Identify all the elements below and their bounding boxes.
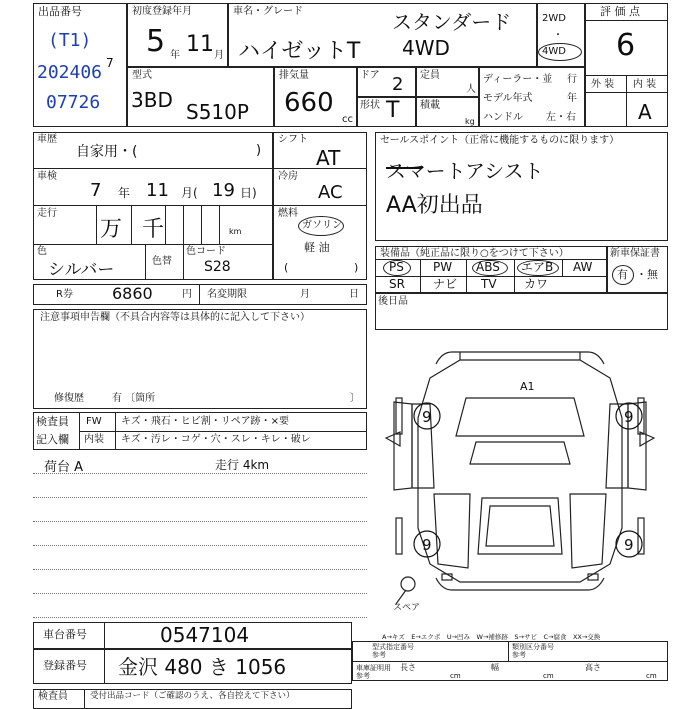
after-install-box <box>375 293 668 330</box>
lot-label: 出品番号 <box>38 5 82 18</box>
first-reg-year-unit: 年 <box>170 50 180 61</box>
history-divider-3 <box>33 244 273 245</box>
equip-leather: カワ <box>524 277 549 291</box>
after-install-label: 後日品 <box>378 296 408 307</box>
sales-label: セールスポイント（正常に機能するものに限ります） <box>380 135 620 146</box>
door-label: ドア <box>360 70 380 81</box>
equip-abs: ABS <box>476 260 500 274</box>
note-line-1 <box>33 473 367 474</box>
shaken-year: 7 <box>90 180 102 201</box>
shift-value: AT <box>316 146 341 170</box>
handle-end: 左・右 <box>546 112 576 123</box>
drive-4wd: 4WD <box>542 46 566 57</box>
equip-airbag: エアB <box>521 260 554 274</box>
deadline-day: 日 <box>349 289 359 300</box>
legend-type: 型式指定番号 参考 <box>372 643 414 659</box>
disp-unit: cc <box>342 114 353 125</box>
chassis-value: 0547104 <box>160 623 250 647</box>
capacity-label: 定員 <box>420 70 440 81</box>
width-label: 幅 <box>491 663 499 672</box>
note-line-5 <box>33 569 367 570</box>
int-label: 内 装 <box>633 79 657 90</box>
equip-airbag-circle <box>517 260 559 276</box>
dealer-label: ディーラー・並 <box>483 74 553 85</box>
grade-value: 6 <box>616 28 636 63</box>
footer-text: 受付出品コード（ご確認のうえ、各自控えて下さい） <box>90 691 295 701</box>
equip-col-4 <box>562 259 563 276</box>
shaken-year-unit: 年 <box>118 186 131 200</box>
grade-label: 評 価 点 <box>600 5 640 18</box>
legend-row <box>352 661 668 662</box>
car-name: ハイゼットT <box>238 39 361 64</box>
aircon-label: 冷房 <box>278 171 298 182</box>
note-line-2 <box>33 497 367 498</box>
car-drive: 4WD <box>402 36 450 60</box>
note-line-3 <box>33 521 367 522</box>
car-grade: スタンダード <box>392 10 512 34</box>
warranty-no: 無 <box>647 268 658 281</box>
shift-label: シフト <box>278 134 308 145</box>
equip-navi: ナビ <box>433 277 458 291</box>
footer-divider <box>84 689 85 709</box>
door-value: 2 <box>392 74 404 95</box>
height-unit: cm <box>646 672 657 680</box>
color-divider-1 <box>145 244 146 280</box>
fuel-gasoline: ガソリン <box>302 220 342 231</box>
inspector-note-2: 走行 4km <box>215 458 270 472</box>
lot-number: 07726 <box>46 92 101 113</box>
first-reg-year: 5 <box>146 24 166 59</box>
diagram-mark-9b: 9 <box>624 408 634 426</box>
first-reg-month: 11 <box>186 32 214 57</box>
diagram-mark-a1: A1 <box>520 380 535 393</box>
equip-label: 装備品（純正品に限り○をつけて下さい） <box>380 248 569 259</box>
first-reg-label: 初度登録年月 <box>132 6 192 17</box>
model-year-label: モデル年式 <box>483 93 533 104</box>
mileage-col-3 <box>165 205 166 244</box>
fuel-open: ( <box>284 261 289 274</box>
int-value: A <box>638 100 652 124</box>
sales-box <box>375 132 668 241</box>
inspector-fw: FW <box>86 416 102 427</box>
repair-close: 〕 <box>350 393 360 404</box>
shift-divider-1 <box>273 168 367 169</box>
shape-label: 形状 <box>360 100 380 111</box>
inspector-int-text: キズ・汚レ・コゲ・穴・スレ・キレ・破レ <box>121 434 311 445</box>
fuel-close: ) <box>354 261 359 274</box>
repaint-label: 色替 <box>152 256 172 267</box>
plate-value: 金沢 480 き 1056 <box>118 655 287 679</box>
warranty-dot: ・ <box>636 268 647 281</box>
height-label: 高さ <box>585 663 601 672</box>
note-line-7 <box>33 617 367 618</box>
shaken-month-unit: 月( <box>181 186 198 200</box>
model-label: 型式 <box>132 70 152 81</box>
car-diagram <box>372 338 668 618</box>
shape-value: T <box>386 98 400 123</box>
shaken-day-unit: 日) <box>240 186 257 200</box>
grade-divider <box>585 20 668 21</box>
car-name-label: 車名・グレード <box>233 6 303 17</box>
diagram-mark-9a: 9 <box>422 408 432 426</box>
history-value: 自家用・( <box>76 144 138 160</box>
color-label: 色 <box>37 246 47 257</box>
length-unit: cm <box>450 672 461 680</box>
mileage-unit: km <box>229 227 242 236</box>
deadline-label: 名変期限 <box>207 289 247 300</box>
mileage-col-1 <box>96 205 97 244</box>
repair-label: 修復歴 <box>54 393 84 404</box>
inspector-fw-text: キズ・飛石・ヒビ割・リペア跡・×要 <box>121 416 289 427</box>
spare-label: スペア <box>393 603 421 613</box>
plate-divider <box>104 649 105 684</box>
garage-label: 車庫証明用 参考 <box>356 664 391 680</box>
lot-date: 202406 <box>37 62 103 83</box>
chassis-divider <box>104 622 105 649</box>
legend-class: 類別区分番号 参考 <box>512 643 554 659</box>
chassis-label: 車台番号 <box>43 628 87 641</box>
drive-2wd: 2WD <box>542 13 566 24</box>
color-divider-2 <box>183 244 184 280</box>
recycle-label: R券 <box>56 289 73 300</box>
history-label: 車歴 <box>37 134 57 145</box>
loading-label: 積載 <box>420 100 440 111</box>
ext-int-divider-h <box>585 92 668 93</box>
repair-value: 有 〔箇所 <box>112 393 156 404</box>
mileage-col-5 <box>201 205 202 244</box>
inspector-note-1: 荷台 A <box>44 460 84 475</box>
inspector-label-2: 記入欄 <box>36 433 69 446</box>
diagram-mark-9d: 9 <box>624 536 634 554</box>
history-divider-1 <box>33 168 273 169</box>
deadline-month: 月 <box>300 289 310 300</box>
inspector-label-1: 検査員 <box>36 415 69 428</box>
lot-paren: (T1) <box>48 30 92 51</box>
drive-dot: ・ <box>553 30 563 41</box>
dealer-end: 行 <box>567 74 577 85</box>
equip-tv: TV <box>481 277 497 291</box>
fuel-label: 燃料 <box>278 208 298 219</box>
warranty-label: 新車保証書 <box>610 248 660 259</box>
history-divider-2 <box>33 205 273 206</box>
footer-label: 検査員 <box>38 691 68 702</box>
mileage-label: 走行 <box>37 208 57 219</box>
history-close: ) <box>256 143 262 158</box>
model-prefix: 3BD <box>131 88 173 112</box>
inspector-row <box>79 431 367 432</box>
fuel-diesel: 軽 油 <box>304 241 330 254</box>
legend-codes: A→キズ E→エクボ U→凹み W→補修跡 S→サビ C→腐食 XX→交換 <box>382 633 601 641</box>
warranty-yes: 有 <box>617 268 628 281</box>
color-code: S28 <box>204 259 231 275</box>
mileage-man: 万 <box>100 217 123 242</box>
handle-label: ハンドル <box>483 112 523 123</box>
diagram-mark-9c: 9 <box>422 536 432 554</box>
mileage-col-6 <box>219 205 220 244</box>
length-label: 長さ <box>400 663 416 672</box>
aircon-value: AC <box>318 182 343 203</box>
recycle-value: 6860 <box>112 284 153 303</box>
model-code: S510P <box>186 100 249 124</box>
lot-tick: 7 <box>106 56 114 70</box>
equip-col-3 <box>514 259 515 293</box>
legend-col <box>508 641 509 661</box>
mileage-col-4 <box>183 205 184 244</box>
width-unit: cm <box>543 672 554 680</box>
shaken-label: 車検 <box>37 171 57 182</box>
recycle-box <box>33 284 367 305</box>
model-year-end: 年 <box>567 93 577 104</box>
recycle-unit: 円 <box>182 289 192 300</box>
mileage-sen: 千 <box>142 217 165 242</box>
first-reg-month-unit: 月 <box>214 50 224 61</box>
ext-int-divider <box>626 75 627 127</box>
sales-line2: AA初出品 <box>386 193 483 218</box>
plate-label: 登録番号 <box>43 659 87 672</box>
mileage-col-2 <box>131 205 132 244</box>
recycle-divider <box>199 284 200 305</box>
notes-label: 注意事項申告欄（不具合内容等は具体的に記入して下さい） <box>40 312 310 323</box>
inspector-int: 内装 <box>84 434 104 445</box>
disp-value: 660 <box>284 88 334 118</box>
color-code-label: 色コード <box>186 246 226 257</box>
shift-divider-2 <box>273 205 367 206</box>
equip-col-2 <box>466 259 467 293</box>
disp-label: 排気量 <box>279 70 309 81</box>
note-line-4 <box>33 545 367 546</box>
equip-pw: PW <box>433 260 453 274</box>
shaken-month: 11 <box>146 180 169 201</box>
loading-unit: kg <box>465 117 475 126</box>
color-value: シルバー <box>48 260 115 280</box>
equip-col-1 <box>420 259 421 293</box>
shaken-day: 19 <box>212 180 235 201</box>
sales-line1: スマートアシスト <box>386 159 544 183</box>
sales-strike <box>386 167 422 169</box>
note-line-6 <box>33 593 367 594</box>
equip-sr: SR <box>389 277 405 291</box>
ext-label: 外 装 <box>591 79 615 90</box>
equip-ps: PS <box>389 260 404 274</box>
equip-abs-circle <box>472 260 508 276</box>
equip-ps-circle <box>383 260 411 276</box>
capacity-unit: 人 <box>466 84 476 95</box>
equip-aw: AW <box>573 260 593 274</box>
